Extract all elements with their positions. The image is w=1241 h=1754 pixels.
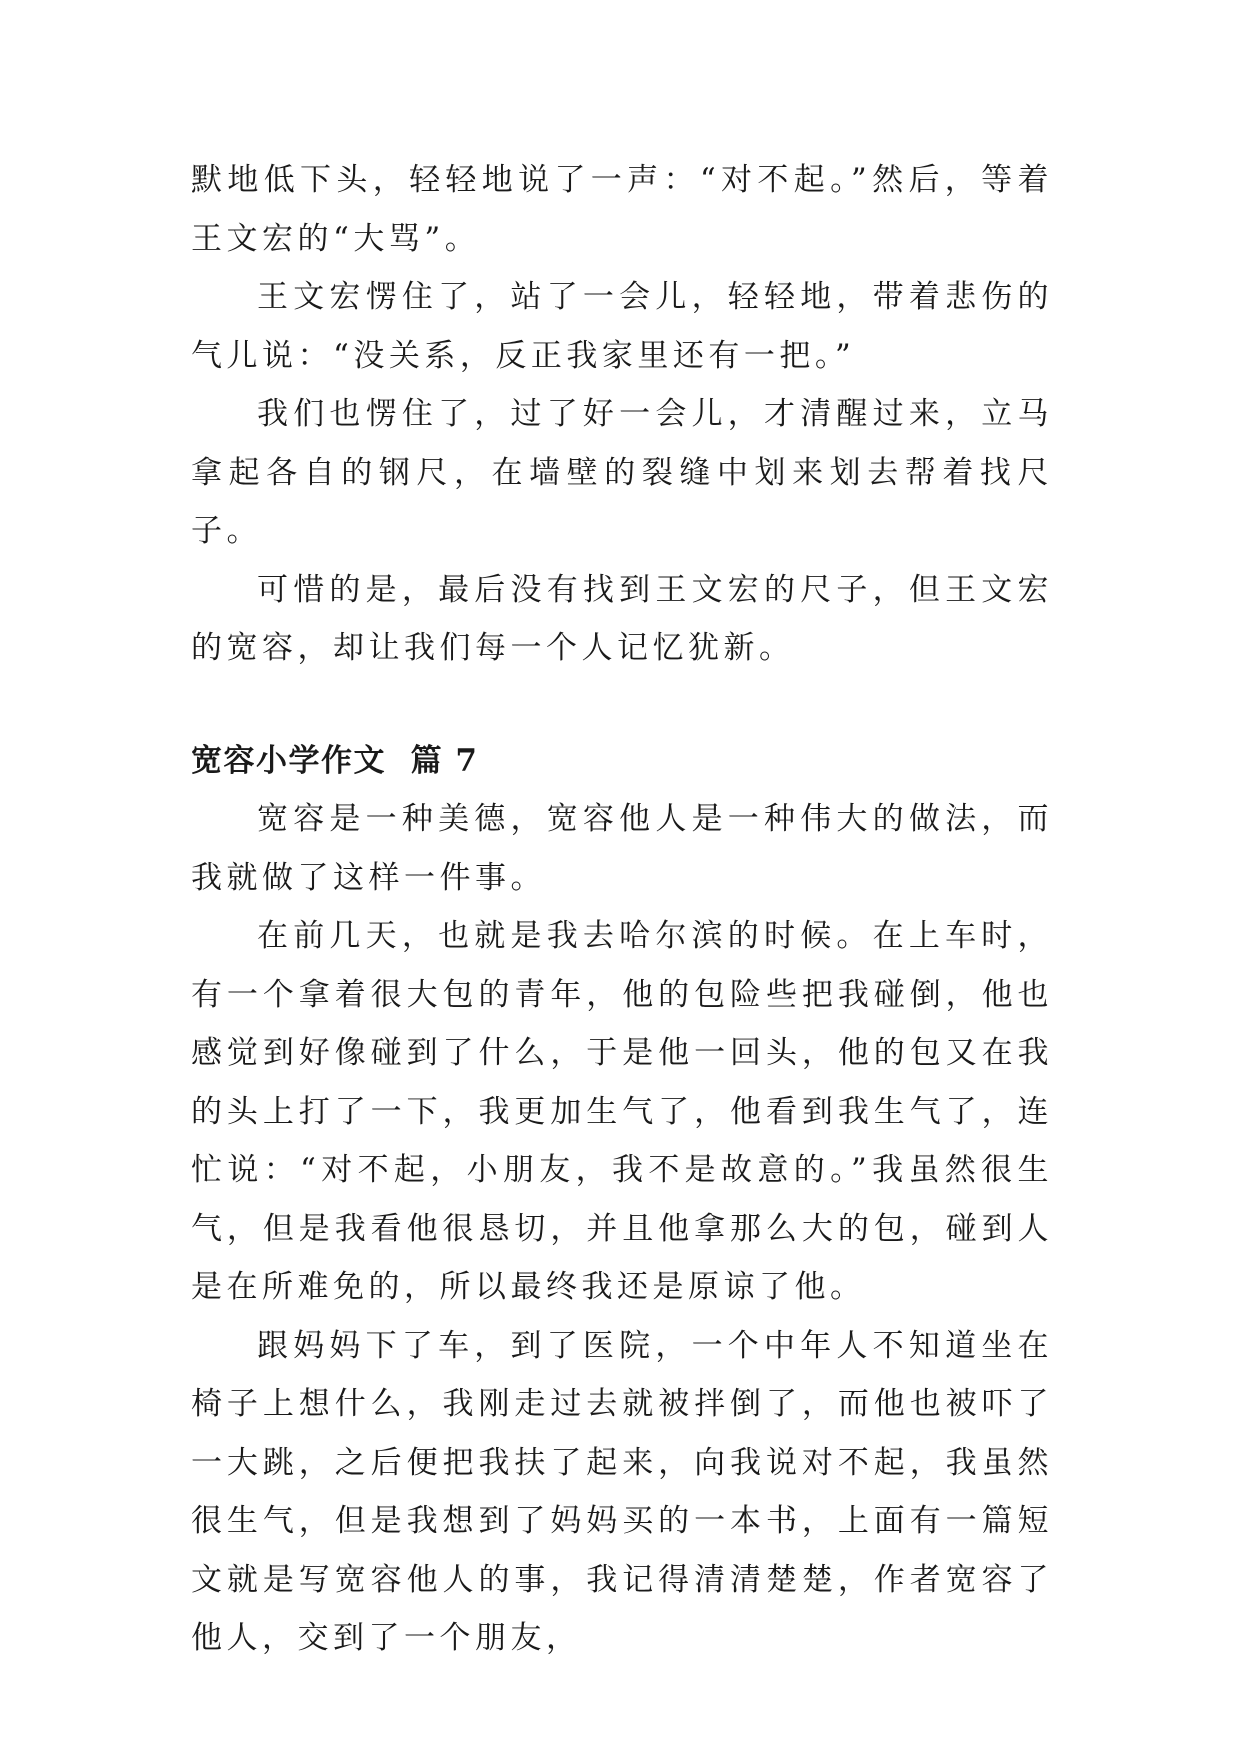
paragraph: 跟妈妈下了车，到了医院，一个中年人不知道坐在椅子上想什么，我刚走过去就被拌倒了，而他也被吓了一大跳，之后便把我扶了起来，向我说对不起，我虽然很生气，但是我想到了妈妈买的一本书，上面有一篇短文就是写宽容他人的事，我记得清清楚楚，作者宽容了他人，交到了一个朋友， bbox=[191, 1327, 1053, 1656]
paragraph: 在前几天，也就是我去哈尔滨的时候。在上车时，有一个拿着很大包的青年，他的包险些把我碰倒，他也感觉到好像碰到了什么，于是他一回头，他的包又在我的头上打了一下，我更加生气了，他看到我生气了，连忙说：“对不起，小朋友，我不是故意的。”我虽然很生气，但是我看他很恳切，并且他拿那么大的包，碰到人是在所难免的，所以最终我还是原谅了他。 bbox=[191, 918, 1053, 1305]
paragraph: 可惜的是，最后没有找到王文宏的尺子，但王文宏的宽容，却让我们每一个人记忆犹新。 bbox=[191, 571, 1053, 666]
section-title: 宽容小学作文 篇 7 bbox=[191, 742, 479, 779]
paragraph: 我们也愣住了，过了好一会儿，才清醒过来，立马拿起各自的钢尺，在墙壁的裂缝中划来划去帮着找尺子。 bbox=[191, 396, 1053, 549]
paragraph: 宽容是一种美德，宽容他人是一种伟大的做法，而我就做了这样一件事。 bbox=[191, 801, 1053, 896]
paragraph: 王文宏愣住了，站了一会儿，轻轻地，带着悲伤的气儿说：“没关系，反正我家里还有一把。” bbox=[191, 279, 1053, 374]
document-body bbox=[191, 151, 1053, 1668]
paragraph-continued: 默地低下头，轻轻地说了一声：“对不起。”然后，等着王文宏的“大骂”。 bbox=[191, 162, 1053, 257]
